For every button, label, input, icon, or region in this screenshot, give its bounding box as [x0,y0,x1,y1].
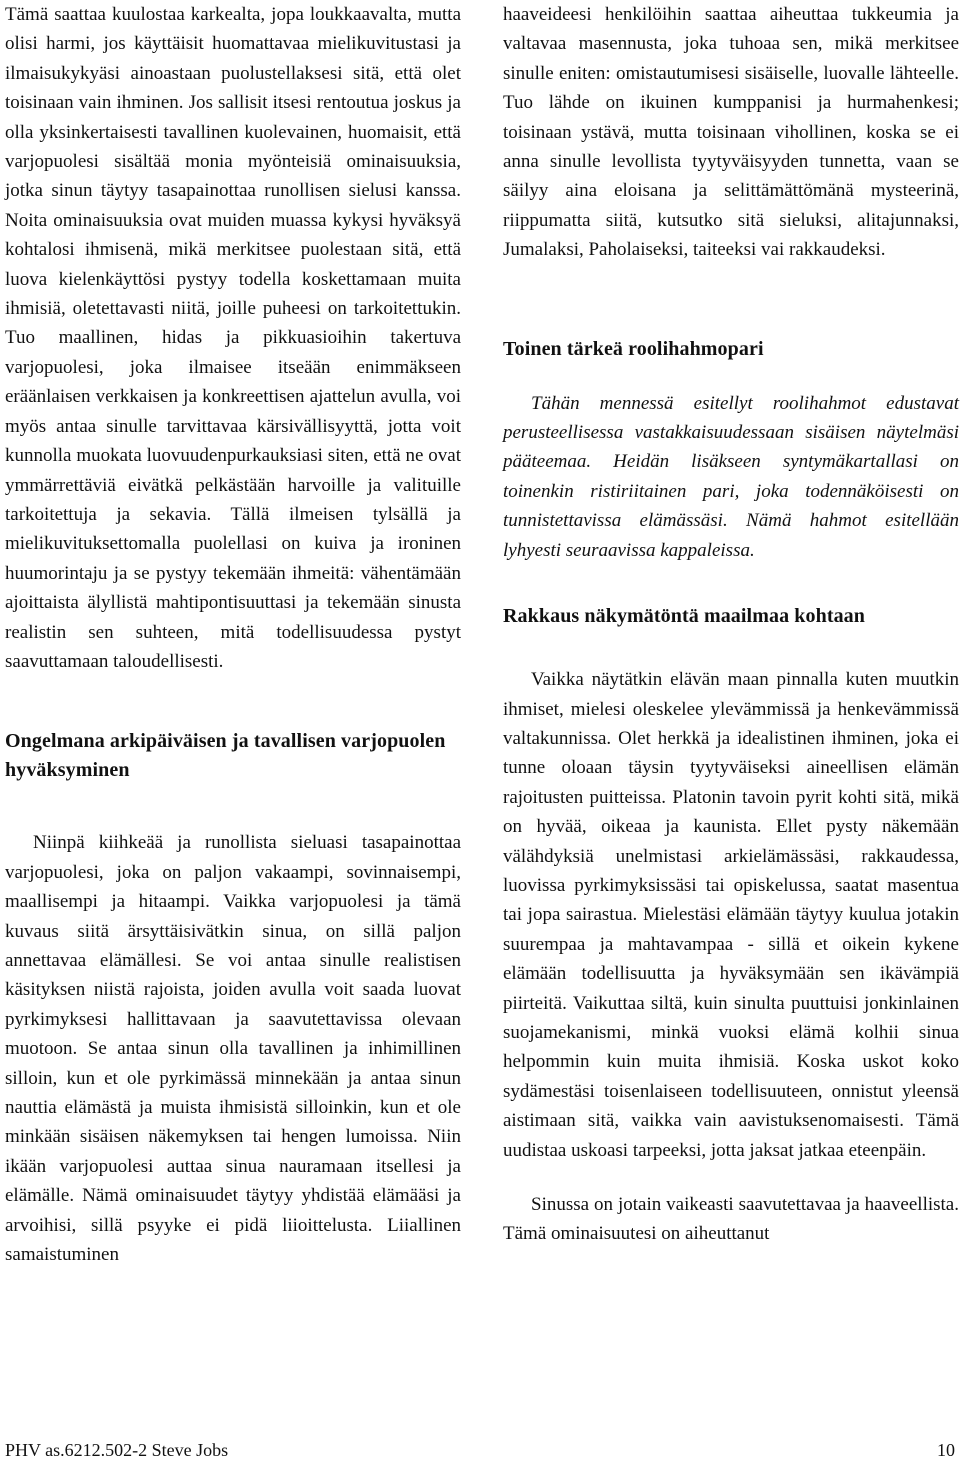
left-paragraph-1: Tämä saattaa kuulostaa karkealta, jopa loukkaavalta, mutta olisi harmi, jos käyttäisit huomattavaa mielikuvitustasi ja ilmaisukykyäsi ainoastaan puolustellaksesi sitä, että olet toisinaan vain ihminen. Jos sallisit itsesi rentoutua joskus ja olla yksinkertaisesti tavallinen kuolevainen, huomaisit, että varjopuolesi sisältää monia myönteisiä ominaisuuksia, jotka sinun täytyy tasapainottaa runollisen sielusi kanssa. Noita ominaisuuksia ovat muiden muassa kykysi hyväksyä kohtalosi ihmisenä, mikä merkitsee puolestaan sitä, että luova kielenkäyttösi pystyy todella koskettamaan muita ihmisiä, oletettavasti niitä, joille puheesi on tarkoitettukin. Tuo maallinen, hidas ja pikkuasioihin takertuva varjopuolesi, joka ilmaisee itseään enimmäkseen eräänlaisen verkkaisen ja konkreettisen ajattelun avulla, voi myös antaa sinulle tarvittavaa kärsivällisyyttä, jotta voit kunnolla muokata luovuudenpurkauksiasi siten, että ne ovat ymmärrettäviä eivätkä pelkästään harvoille ja valituille tarkoitettuja ja sekavia. Tällä ilmeisen tylsällä ja mielikuvituksettomalla puolellasi on kuiva ja ironinen huumorintaju ja se pystyy tekemään ihmeitä: vähentämään ajoittaista älyllistä mahtipontisuuttasi ja tekemään sinusta realistin sen suhteen, mitä todellisuudessa pystyt saavuttamaan taloudellisesti. [5,4,461,672]
left-column [5,0,461,1269]
right-paragraph-3: Sinussa on jotain vaikeasti saavutettavaa ja haaveellista. Tämä ominaisuutesi on aiheuttanut [503,1194,959,1245]
page-number: 10 [937,1440,955,1460]
right-column [503,0,959,1249]
section-heading-shadow-acceptance: Ongelmana arkipäiväisen ja tavallisen varjopuolen hyväksyminen [5,730,446,782]
right-paragraph-2: Vaikka näytätkin elävän maan pinnalla kuten muutkin ihmiset, mielesi oleskelee ylevämmissä ja henkevämmissä valtakunnissa. Olet herkkä ja idealistinen ihminen, joka ei tunne oloaan täysin tyytyväiseksi aineellisen elämän rajoitusten puitteissa. Platonin tavoin pyrit kohti sitä, mikä on hyvää, oikeaa ja kaunista. Ellet pysty näkemään välähdyksiä unelmistasi arkielämässäsi, rakkaudessa, luovissa pyrkimyksissäsi tai opiskelussa, saatat masentua tai jopa sairastua. Mielestäsi elämään täytyy kuulua jotakin suurempaa ja mahtavampaa - sillä et oikein kykene elämään todellisuutta ja hyväksymään sen ikävämpiä piirteitä. Vaikuttaa siltä, kuin sinulta puuttuisi jonkinlainen suojamekanismi, minkä vuoksi elämä kolhii sinua helpommin kuin muita ihmisiä. Koska uskot koko sydämestäsi toisenlaiseen todellisuuteen, onnistut yleensä aistimaan sitä, vaikka vain aavistuksenomaisesti. Tämä uudistaa uskoasi tarpeeksi, jotta jaksat jatkaa eteenpäin. [503,669,959,1161]
italic-intro-paragraph: Tähän mennessä esitellyt roolihahmot edustavat perusteellisessa vastakkaisuudessaan sisäisen näytelmäsi pääteemaa. Heidän lisäkseen syntymäkartallasi on toinenkin ristiriitainen pari, joka todennäköisesti on tunnistettavissa elämässäsi. Nämä hahmot esitellään lyhyesti seuraavissa kappaleissa. [503,392,959,561]
left-paragraph-2: Niinpä kiihkeää ja runollista sieluasi tasapainottaa varjopuolesi, joka on paljon vakaampi, sovinnaisempi, maallisempi ja hitaampi. Vaikka varjopuolesi ja tämä kuvaus siitä ärsyttäisivätkin sinua, on sillä paljon annettavaa elämällesi. Se voi antaa sinulle realistisen käsityksen niistä rajoista, joiden avulla voit saada luovat pyrkimyksesi hallittavaan ja saavutettavissa olevaan muotoon. Se antaa sinun olla tavallinen ja inhimillinen silloin, kun et ole pyrkimässä minnekään ja antaa sinun nauttia elämästä ja muista ihmisistä silloinkin, kun et ole minkään sisäisen näkemyksen tai hengen lumoissa. Niin ikään varjopuolesi auttaa sinua nauramaan itsellesi ja elämälle. Nämä ominaisuudet täytyy yhdistää elämääsi ja arvoihisi, sillä psyyke ei pidä liioittelusta. Liiallinen samaistuminen [5,832,461,1266]
section-heading-invisible-world: Rakkaus näkymätöntä maailmaa kohtaan [503,605,866,628]
footer-document-id: PHV as.6212.502-2 Steve Jobs [5,1440,229,1460]
section-heading-second-pair: Toinen tärkeä roolihahmopari [503,337,764,360]
right-paragraph-continued: haaveideesi henkilöihin saattaa aiheuttaa tukkeumia ja valtavaa masennusta, joka tuhoaa sen, mikä merkitsee sinulle eniten: omistautumisesi sisäiselle, luovalle lähteelle. Tuo lähde on ikuinen kumppanisi ja hurmahenkesi; toisinaan ystävä, mutta toisinaan vihollinen, koska se ei anna sinulle levollista tyytyväisyyden tunnetta, vaan se säilyy aina eloisana ja selittämättömänä mysteerinä, riippumatta siitä, kutsutko sitä sieluksi, alitajunnaksi, Jumalaksi, Paholaiseksi, taiteeksi vai rakkaudeksi. [503,4,959,261]
